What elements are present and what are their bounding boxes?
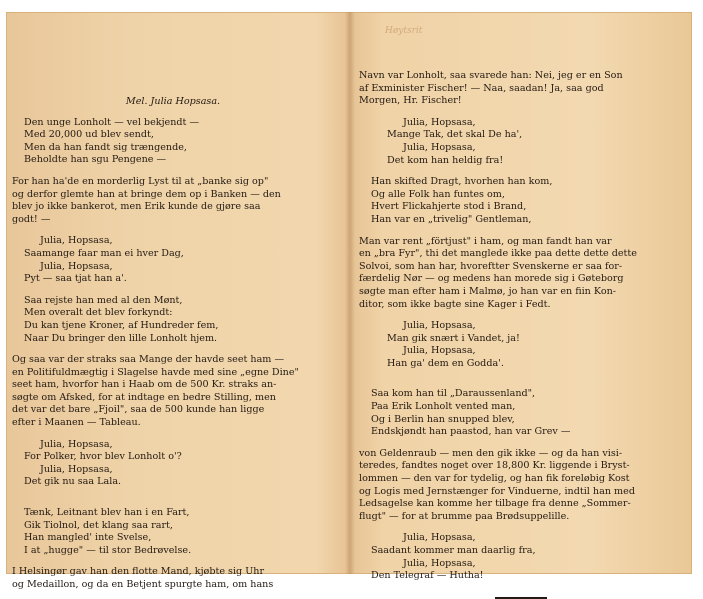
refrain bbox=[12, 439, 334, 489]
prose-line: en Politifuldmægtig i Slagelse havde med sine „egne Dine" bbox=[12, 366, 299, 378]
prose-paragraph bbox=[12, 176, 334, 226]
prose-line: en „bra Fyr", thi det manglede ikke paa dette dette dette bbox=[359, 248, 637, 260]
prose-line: Morgen, Hr. Fischer! bbox=[359, 95, 462, 107]
top-margin bbox=[359, 12, 683, 70]
verse-line: Beholdte han sgu Pengene — bbox=[24, 154, 167, 166]
verse-line: Og i Berlin han snupped blev, bbox=[371, 413, 515, 425]
refrain-line: Han ga' dem en Godda'. bbox=[387, 357, 504, 369]
verse-line: Gik Tiolnol, det klang saa rart, bbox=[24, 519, 173, 531]
refrain-line: Det gik nu saa Lala. bbox=[24, 476, 122, 488]
prose-line: Man var rent „förtjust" i ham, og man fandt han var bbox=[359, 235, 612, 247]
stanza bbox=[12, 295, 334, 345]
verse-line: Han var en „trivelig" Gentleman, bbox=[371, 213, 532, 225]
prose-line: lommen — den var for tydelig, og han fik foreløbig Kost bbox=[359, 473, 630, 485]
closing-rule bbox=[495, 597, 547, 599]
prose-line: søgte om Afsked, for at indtage en bedre Stilling, men bbox=[12, 391, 276, 403]
verse-line: Med 20,000 ud blev sendt, bbox=[24, 129, 154, 141]
prose-line: von Geldenraub — men den gik ikke — og da han visi- bbox=[359, 447, 623, 459]
stanza bbox=[12, 507, 334, 557]
verse-line: Men da han fandt sig trængende, bbox=[24, 141, 187, 153]
refrain-line: Julia, Hopsasa, bbox=[403, 557, 476, 569]
verse-line: Han skifted Dragt, hvorhen han kom, bbox=[371, 176, 553, 188]
prose-line: Ledsagelse kan komme her tilbage fra denne „Sommer- bbox=[359, 498, 631, 510]
refrain-line: Julia, Hopsasa, bbox=[40, 438, 113, 450]
verse-line: Saa kom han til „Daraussenland", bbox=[371, 388, 536, 400]
verse-line: Endskjøndt han paastod, han var Grev — bbox=[371, 426, 571, 438]
refrain-line: Saamange faar man ei hver Dag, bbox=[24, 247, 184, 259]
refrain-line: Det kom han heldig fra! bbox=[387, 154, 504, 166]
refrain-line: Julia, Hopsasa, bbox=[403, 320, 476, 332]
song-title: Mel. Julia Hopsasa. bbox=[125, 96, 221, 107]
prose-line: efter i Maanen — Tableau. bbox=[12, 417, 141, 429]
prose-line: godt! — bbox=[12, 213, 51, 225]
prose-line: Og saa var der straks saa Mange der havde seet ham — bbox=[12, 354, 285, 366]
refrain bbox=[359, 320, 683, 370]
verse-line: Paa Erik Lonholt vented man, bbox=[371, 401, 516, 413]
prose-line: færdelig Nør — og medens han morede sig i Gøteborg bbox=[359, 273, 624, 285]
prose-line: teredes, fandtes noget over 18,800 Kr. liggende i Bryst- bbox=[359, 460, 630, 472]
refrain-line: Man gik snært i Vandet, ja! bbox=[387, 332, 520, 344]
refrain-line: Mange Tak, det skal De ha', bbox=[387, 129, 523, 141]
verse-line: Naar Du bringer den lille Lonholt hjem. bbox=[24, 332, 218, 344]
refrain-line: Pyt — saa tjat han a'. bbox=[24, 273, 127, 285]
prose-paragraph bbox=[12, 566, 334, 591]
refrain-line: Den Telegraf — Hutha! bbox=[371, 570, 484, 582]
prose-paragraph bbox=[359, 448, 683, 524]
prose-line: seet ham, hvorfor han i Haab om de 500 Kr. straks an- bbox=[12, 379, 277, 391]
refrain-line: Julia, Hopsasa, bbox=[40, 463, 113, 475]
refrain bbox=[359, 117, 683, 167]
verse-line: I at „hugge" — til stor Bedrøvelse. bbox=[24, 544, 192, 556]
refrain-line: For Polker, hvor blev Lonholt o'? bbox=[24, 451, 182, 463]
refrain-line: Julia, Hopsasa, bbox=[403, 141, 476, 153]
stanza bbox=[359, 388, 683, 438]
left-page bbox=[12, 12, 334, 590]
verse-line: Saa rejste han med al den Mønt, bbox=[24, 294, 183, 306]
verse-line: Tænk, Leitnant blev han i en Fart, bbox=[24, 507, 190, 519]
center-fold bbox=[345, 12, 355, 574]
prose-line: For han ha'de en morderlig Lyst til at „banke sig op" bbox=[12, 175, 269, 187]
prose-line: I Helsingør gav han den flotte Mand, kjøbte sig Uhr bbox=[12, 566, 265, 578]
refrain-line: Julia, Hopsasa, bbox=[403, 532, 476, 544]
prose-line: ditor, som ikke bagte sine Kager i Fedt. bbox=[359, 298, 551, 310]
refrain-line: Saadant kommer man daarlig fra, bbox=[371, 545, 536, 556]
refrain-line: Julia, Hopsasa, bbox=[403, 345, 476, 357]
prose-paragraph bbox=[359, 70, 683, 108]
verse-line: Han mangled' inte Svelse, bbox=[24, 532, 152, 544]
verse-line: Den unge Lonholt — vel bekjendt — bbox=[24, 116, 200, 128]
pamphlet-sheet bbox=[6, 12, 692, 590]
refrain-line: Julia, Hopsasa, bbox=[40, 235, 113, 247]
prose-line: og Medaillon, og da en Betjent spurgte ham, om hans bbox=[12, 579, 274, 590]
prose-line: Solvoi, som han har, hvoreftter Svenskerne er saa for- bbox=[359, 260, 623, 272]
prose-paragraph bbox=[359, 236, 683, 312]
prose-paragraph bbox=[12, 354, 334, 430]
faded-stamp: Høytsrit bbox=[385, 26, 423, 36]
prose-line: flugt" — for at brumme paa Brødsuppelille. bbox=[359, 510, 570, 522]
refrain-line: Julia, Hopsasa, bbox=[40, 260, 113, 272]
prose-line: Navn var Lonholt, saa svarede han: Nei, jeg er en Son bbox=[359, 70, 623, 81]
refrain bbox=[359, 532, 683, 582]
prose-line: søgte man efter ham i Malmø, jo han var en fiin Kon- bbox=[359, 285, 617, 297]
verse-line: Men overalt det blev forkyndt: bbox=[24, 307, 173, 319]
verse-line: Og alle Folk han funtes om, bbox=[371, 188, 505, 200]
refrain-line: Julia, Hopsasa, bbox=[403, 116, 476, 128]
prose-line: og derfor glemte han at bringe dem op i Banken — den bbox=[12, 188, 281, 200]
verse-line: Hvert Flickahjerte stod i Brand, bbox=[371, 201, 527, 213]
verse-line: Du kan tjene Kroner, af Hundreder fem, bbox=[24, 319, 219, 331]
refrain bbox=[12, 235, 334, 285]
stanza bbox=[12, 117, 334, 167]
right-page bbox=[359, 12, 683, 582]
prose-line: af Exminister Fischer! — Naa, saadan! Ja, saa god bbox=[359, 82, 604, 94]
prose-line: blev jo ikke bankerot, men Erik kunde de gjøre saa bbox=[12, 201, 261, 213]
prose-line: det var det bare „Fjoil", saa de 500 kunde han ligge bbox=[12, 404, 265, 416]
stanza bbox=[359, 176, 683, 226]
prose-line: og Logis med Jernstænger for Vinduerne, indtil han med bbox=[359, 485, 635, 497]
